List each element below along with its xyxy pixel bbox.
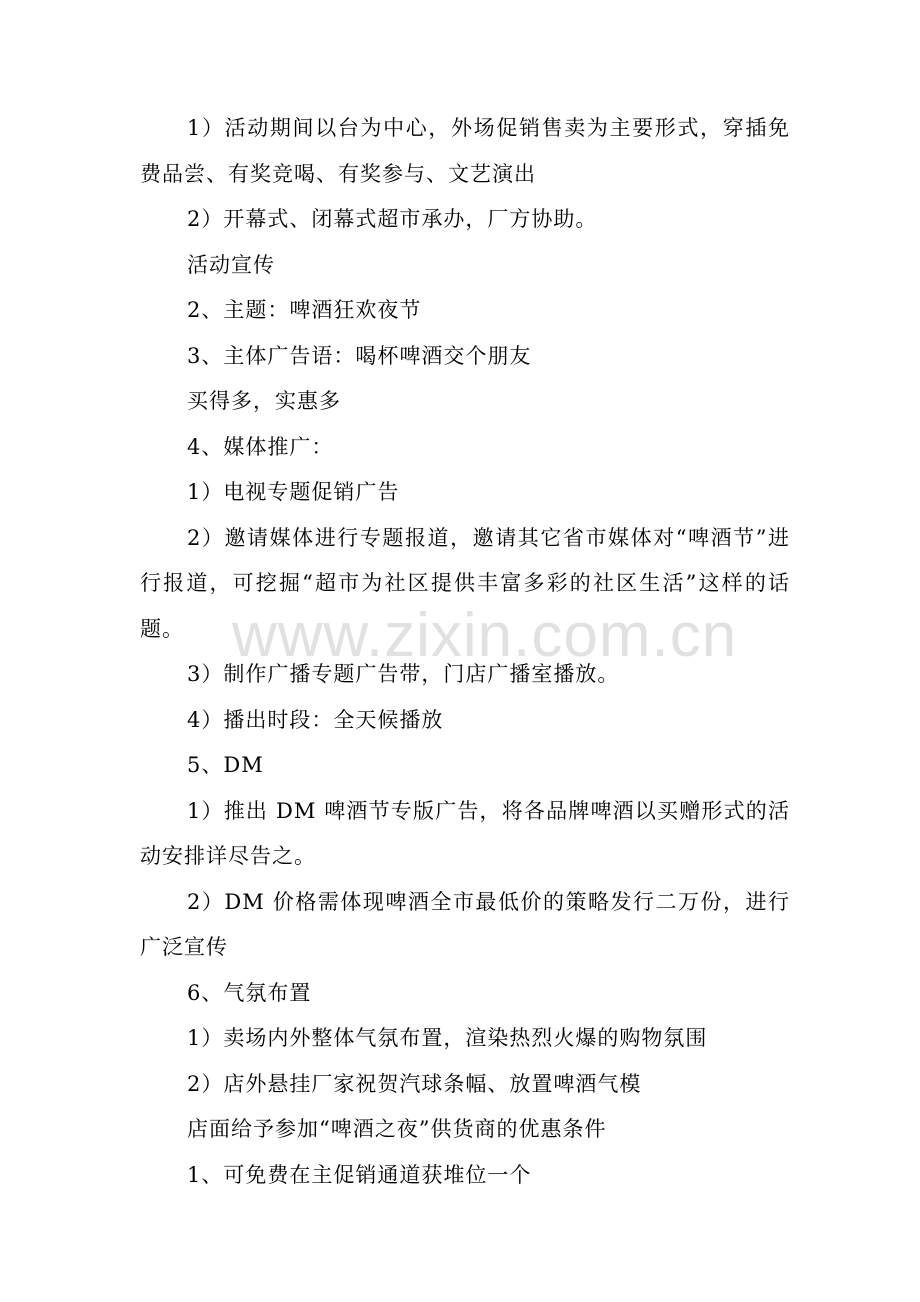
paragraph: 1）卖场内外整体气氛布置，渲染热烈火爆的购物氛围 <box>187 1026 708 1050</box>
paragraph: 6、气氛布置 <box>187 980 312 1005</box>
paragraph: 1）推出 DM 啤酒节专版广告，将各品牌啤酒以买赠形式的活动安排详尽告之。 <box>140 798 790 868</box>
paragraph: 2）店外悬挂厂家祝贺汽球条幅、放置啤酒气模 <box>187 1071 642 1096</box>
paragraph: 1）电视专题促销广告 <box>187 480 400 504</box>
paragraph: 5、DM <box>187 753 264 777</box>
paragraph: 1）活动期间以台为中心，外场促销售卖为主要形式，穿插免费品尝、有奖竞喝、有奖参与、文艺演出 <box>140 116 790 186</box>
paragraph: 4、媒体推广： <box>187 434 334 459</box>
paragraph: 2、主题：啤酒狂欢夜节 <box>187 298 422 322</box>
paragraph: 2）开幕式、闭幕式超市承办，厂方协助。 <box>187 207 598 231</box>
section-heading: 活动宣传 <box>187 252 275 277</box>
paragraph: 2）邀请媒体进行专题报道，邀请其它省市媒体对“啤酒节”进行报道，可挖掘“超市为社区提供丰富多彩的社区生活”这样的话题。 <box>140 525 790 641</box>
watermark: www.zixin.com.cn <box>232 601 738 670</box>
document-body <box>140 106 790 1198</box>
paragraph: 店面给予参加“啤酒之夜”供货商的优惠条件 <box>187 1117 607 1141</box>
paragraph: 3、主体广告语：喝杯啤酒交个朋友 <box>187 343 532 368</box>
paragraph: 1、可免费在主促销通道获堆位一个 <box>187 1162 532 1187</box>
paragraph: 2）DM 价格需体现啤酒全市最低价的策略发行二万份，进行广泛宣传 <box>140 889 790 959</box>
paragraph: 买得多，实惠多 <box>187 389 341 413</box>
paragraph: 3）制作广播专题广告带，门店广播室播放。 <box>187 662 620 686</box>
paragraph: 4）播出时段：全天候播放 <box>187 707 444 732</box>
